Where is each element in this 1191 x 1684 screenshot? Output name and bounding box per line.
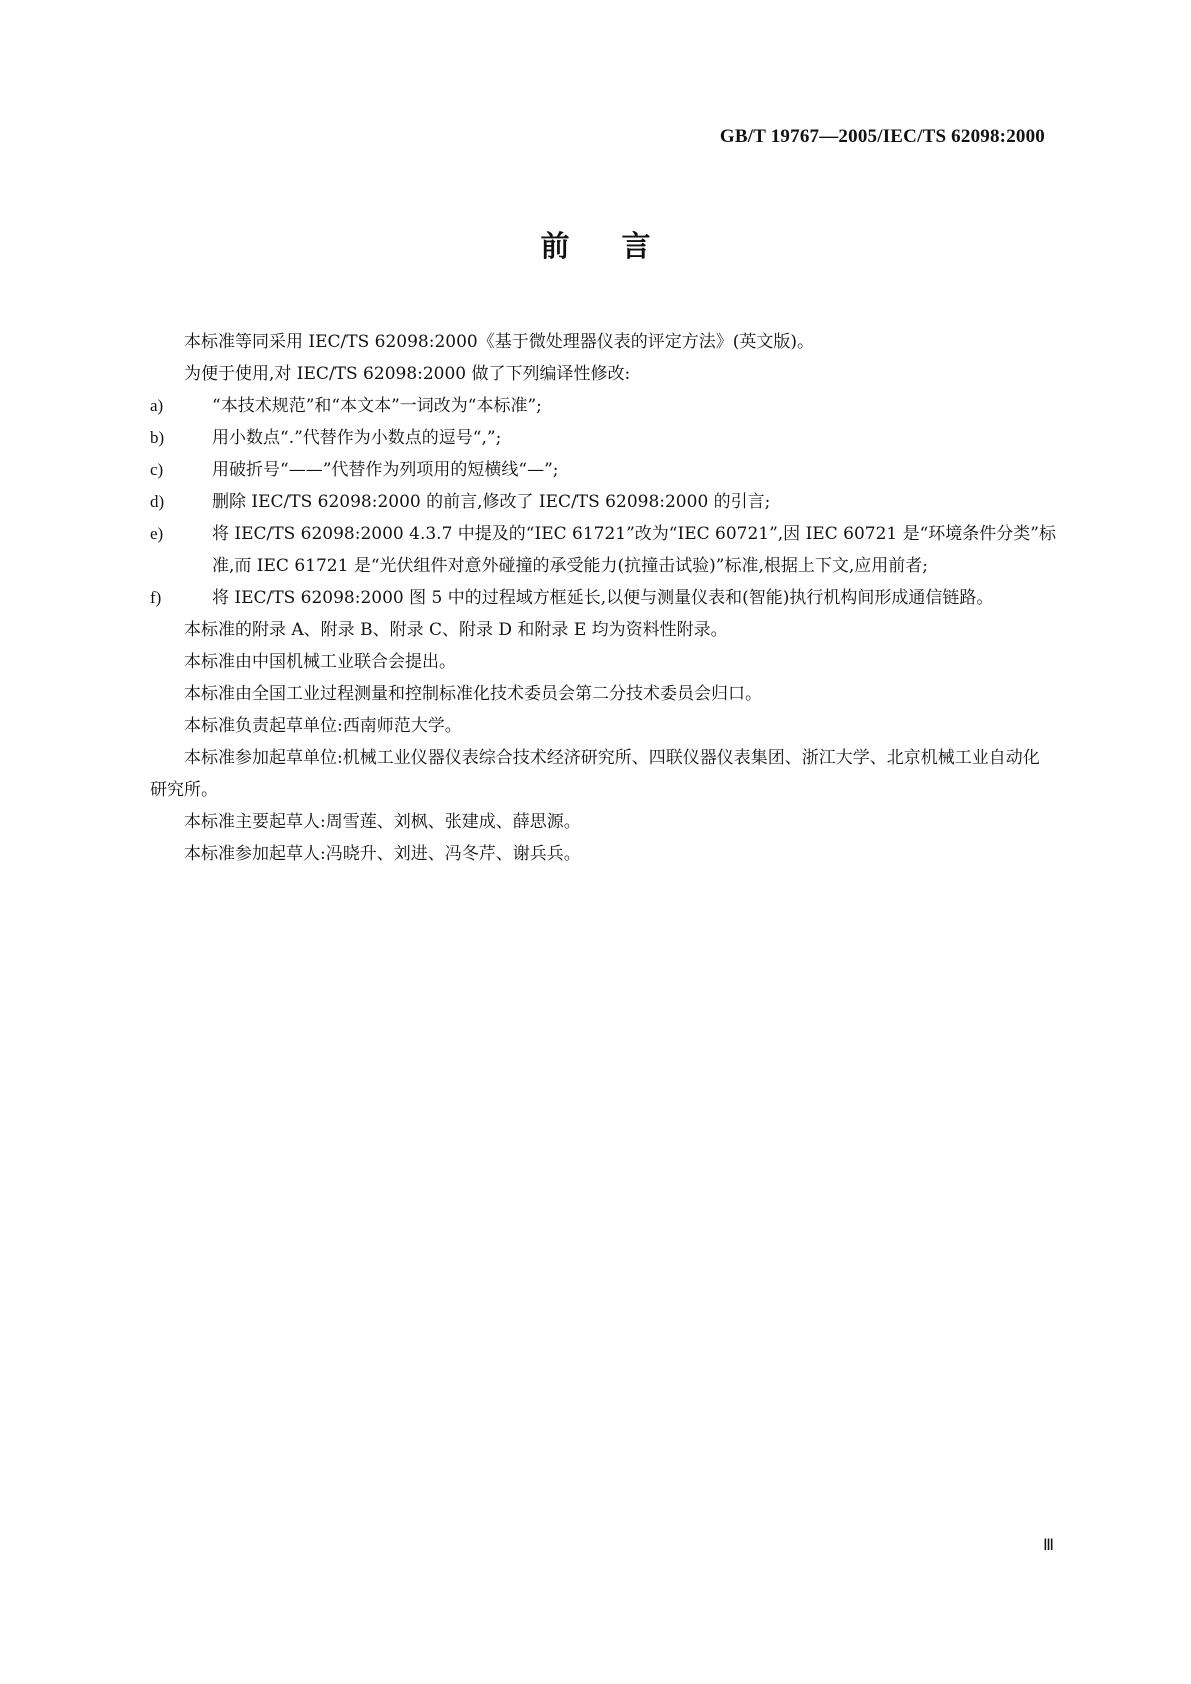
list-item-marker: f)	[150, 588, 162, 607]
list-item-marker: c)	[150, 460, 164, 479]
list-item-c	[150, 454, 1056, 486]
list-item-marker: e)	[150, 524, 164, 543]
page-title: 前言	[540, 229, 703, 263]
paragraph-main-drafters: 本标准主要起草人:周雪莲、刘枫、张建成、薛思源。	[184, 812, 581, 832]
list-item-text: 用破折号“——”代替作为列项用的短横线“—”;	[212, 460, 559, 480]
paragraph-adoption: 本标准等同采用 IEC/TS 62098:2000《基于微处理器仪表的评定方法》(英文版)。	[184, 332, 814, 352]
paragraph-under-jurisdiction: 本标准由全国工业过程测量和控制标准化技术委员会第二分技术委员会归口。	[184, 684, 762, 704]
list-item-marker: a)	[150, 396, 164, 415]
list-item-d	[150, 486, 1056, 518]
list-item-text: 将 IEC/TS 62098:2000 4.3.7 中提及的“IEC 61721”改为“IEC 60721”,因 IEC 60721 是“环境条件分类”标准,而 IEC 61721 是“光伏组件对意外碰撞的承受能力(抗撞击试验)”标准,根据上下文,应用前者;	[212, 524, 1056, 576]
list-item-b	[150, 422, 1056, 454]
paragraph-modifications-intro: 为便于使用,对 IEC/TS 62098:2000 做了下列编译性修改:	[184, 364, 631, 384]
list-item-text: 将 IEC/TS 62098:2000 图 5 中的过程域方框延长,以便与测量仪表和(智能)执行机构间形成通信链路。	[212, 588, 994, 608]
list-item-text: “本技术规范”和“本文本”一词改为“本标准”;	[212, 396, 542, 416]
paragraph-participating-units: 本标准参加起草单位:机械工业仪器仪表综合技术经济研究所、四联仪器仪表集团、浙江大学、北京机械工业自动化研究所。	[150, 748, 1040, 800]
list-item-text: 用小数点“.”代替作为小数点的逗号“,”;	[212, 428, 502, 448]
list-item-marker: d)	[150, 492, 165, 511]
paragraph-annexes: 本标准的附录 A、附录 B、附录 C、附录 D 和附录 E 均为资料性附录。	[184, 620, 728, 640]
document-body	[150, 326, 1056, 870]
list-item-text: 删除 IEC/TS 62098:2000 的前言,修改了 IEC/TS 62098:2000 的引言;	[212, 492, 771, 512]
page-number: Ⅲ	[1042, 1537, 1054, 1554]
paragraph-drafting-unit: 本标准负责起草单位:西南师范大学。	[184, 716, 462, 736]
list-item-e	[150, 518, 1056, 582]
list-item-a	[150, 390, 1056, 422]
list-item-f	[150, 582, 1056, 614]
list-item-marker: b)	[150, 428, 165, 447]
paragraph-proposed-by: 本标准由中国机械工业联合会提出。	[184, 652, 456, 672]
paragraph-participating-drafters: 本标准参加起草人:冯晓升、刘进、冯冬芹、谢兵兵。	[184, 844, 581, 864]
standard-code-header: GB/T 19767—2005/IEC/TS 62098:2000	[719, 126, 1045, 147]
